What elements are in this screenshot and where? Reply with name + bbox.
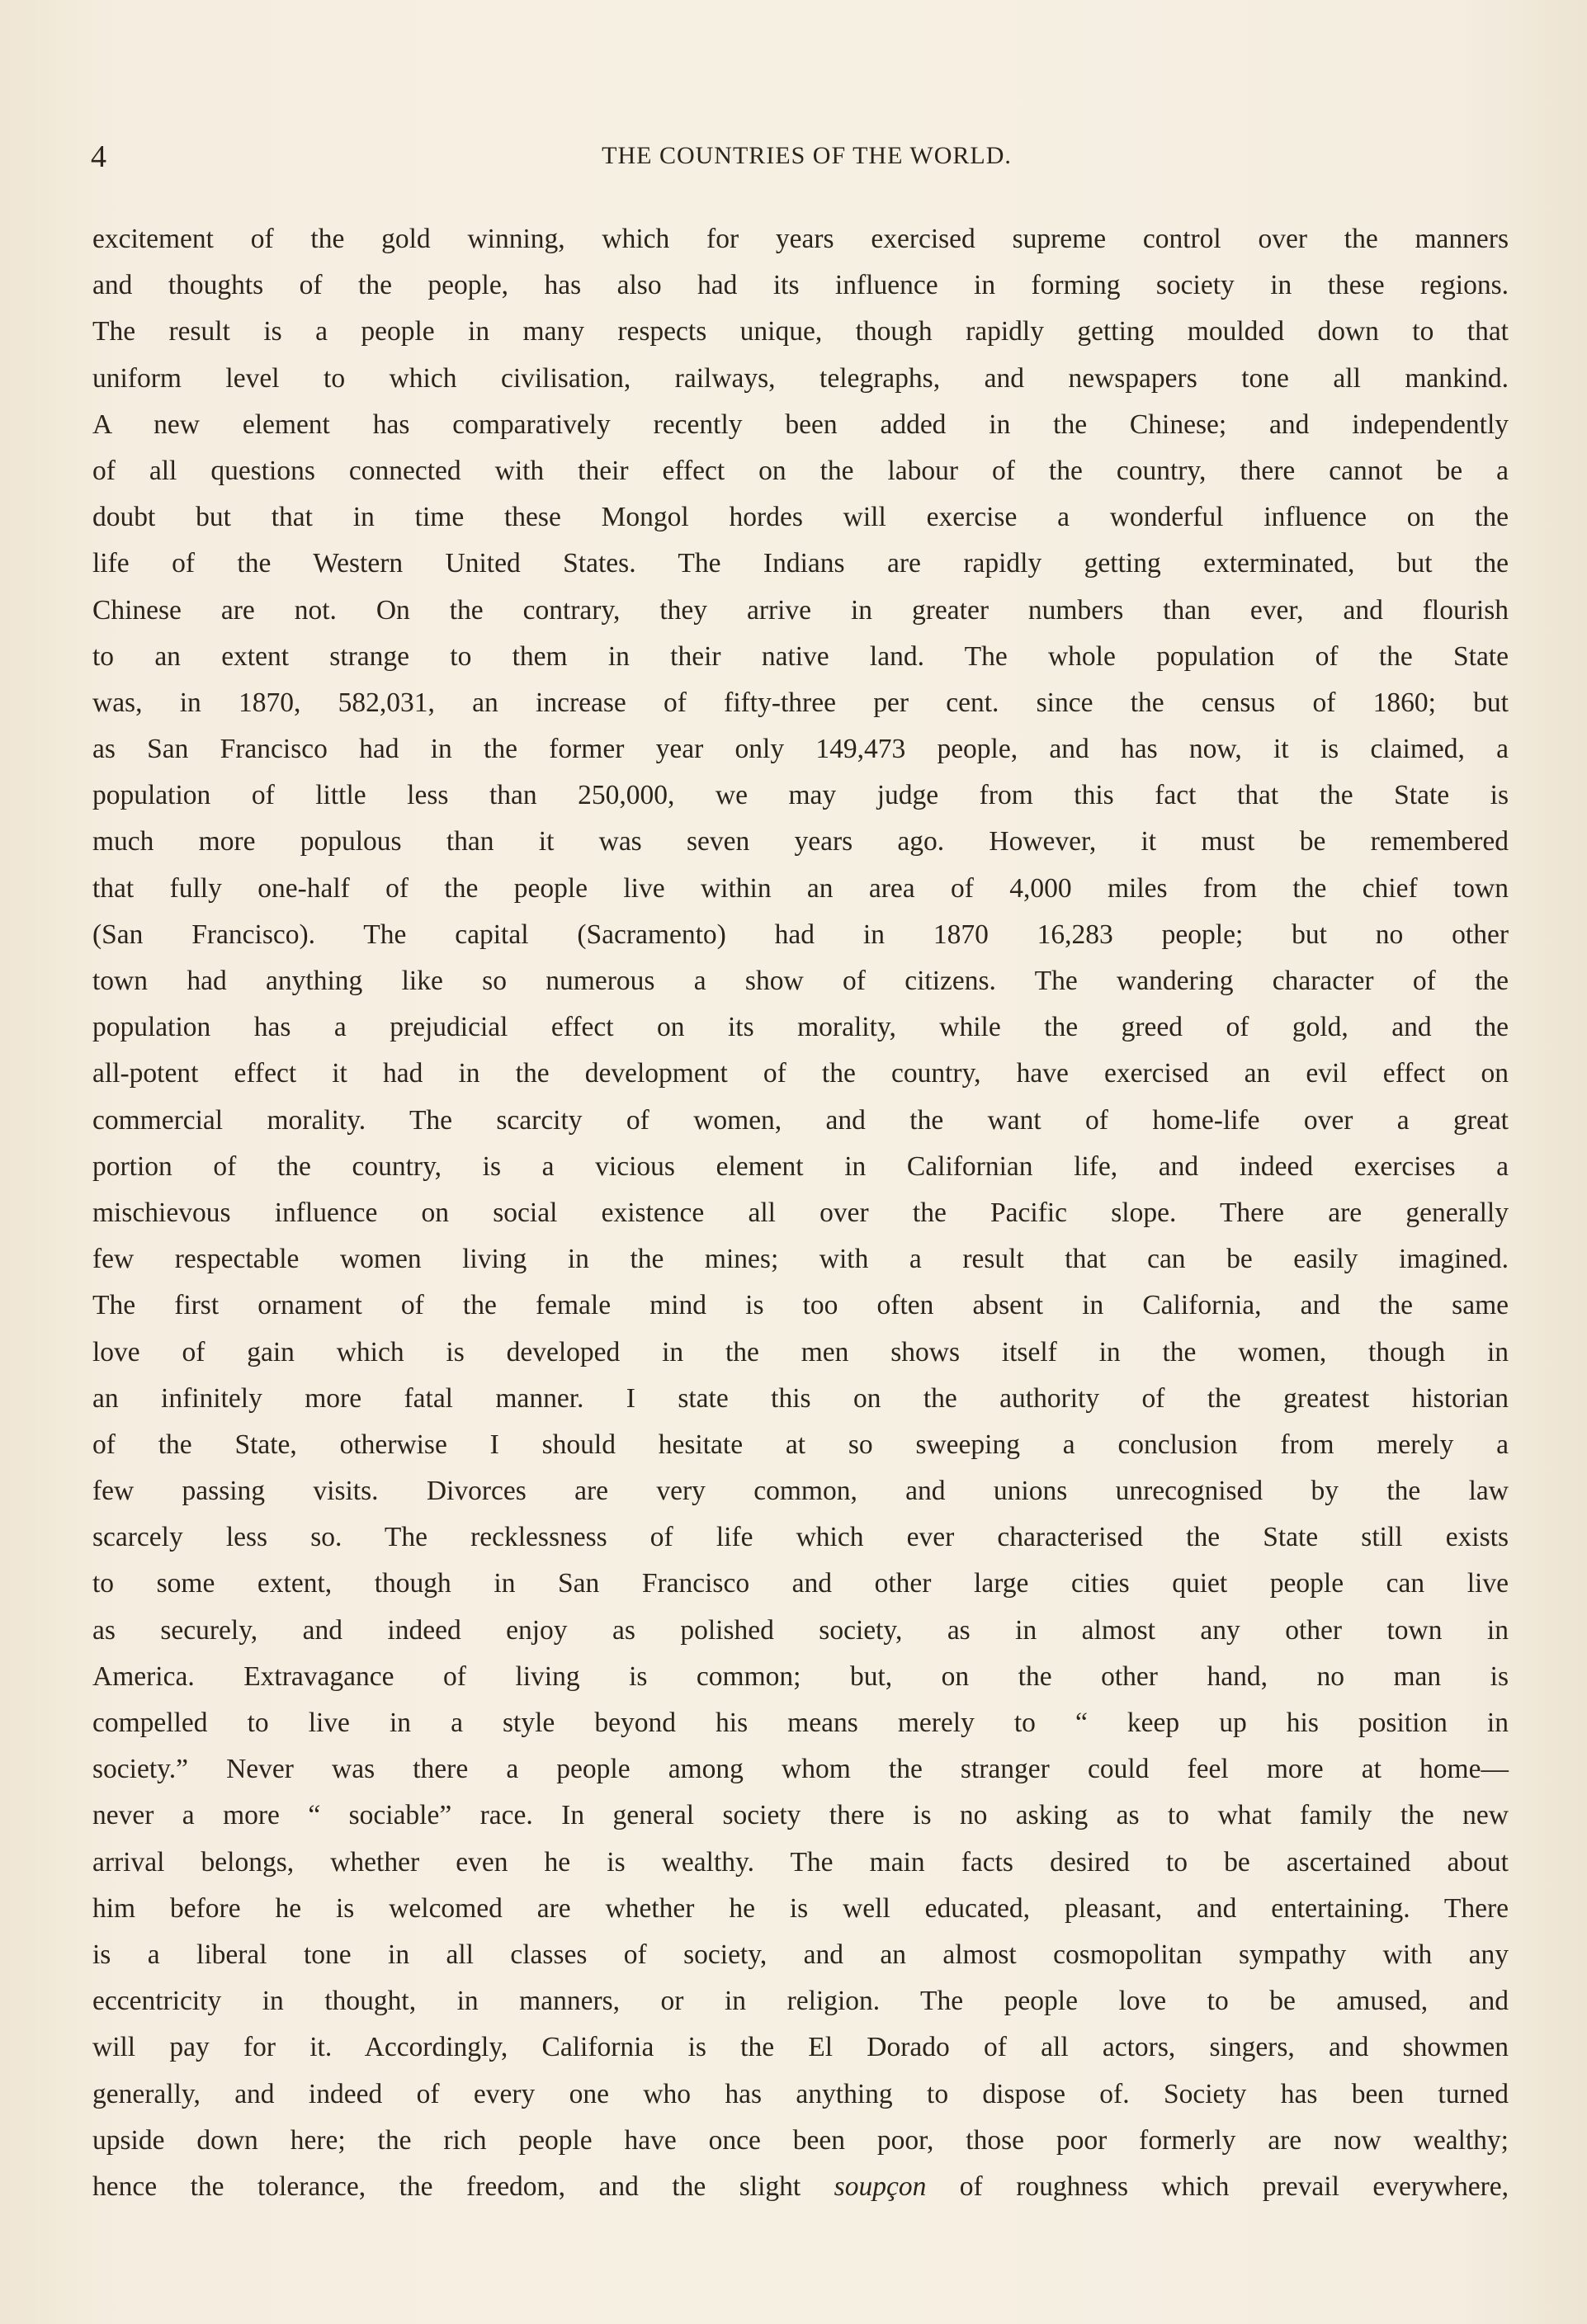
text-line: mischievous influence on social existence all over the Pacific slope. There are generally <box>92 1197 1509 1228</box>
text-line: few passing visits. Divorces are very common, and unions unrecognised by the law <box>92 1476 1509 1507</box>
text-line: population of little less than 250,000, we may judge from this fact that the State is <box>92 780 1509 811</box>
text-line: that fully one-half of the people live within an area of 4,000 miles from the chief town <box>92 872 1509 904</box>
text-line: was, in 1870, 582,031, an increase of fifty-three per cent. since the census of 1860; but <box>92 687 1509 718</box>
text-line: uniform level to which civilisation, railways, telegraphs, and newspapers tone all mankind. <box>92 362 1509 394</box>
text-line: to an extent strange to them in their native land. The whole population of the State <box>92 640 1509 672</box>
text-line: as San Francisco had in the former year only 149,473 people, and has now, it is claimed, a <box>92 734 1509 765</box>
running-title: THE COUNTRIES OF THE WORLD. <box>602 142 1012 169</box>
text-line: to some extent, though in San Francisco and other large cities quiet people can live <box>92 1568 1509 1599</box>
text-line: few respectable women living in the mines; with a result that can be easily imagined. <box>92 1244 1509 1275</box>
text-line: America. Extravagance of living is common; but, on the other hand, no man is <box>92 1660 1509 1692</box>
italic-word: soupçon <box>834 2170 927 2202</box>
text-line: life of the Western United States. The Indians are rapidly getting exterminated, but the <box>92 548 1509 579</box>
text-line: him before he is welcomed are whether he is well educated, pleasant, and entertaining. There <box>92 1892 1509 1924</box>
text-line: doubt but that in time these Mongol hordes will exercise a wonderful influence on the <box>92 502 1509 533</box>
text-line: much more populous than it was seven years ago. However, it must be remembered <box>92 826 1509 857</box>
page-number: 4 <box>91 139 107 174</box>
text-line: will pay for it. Accordingly, California is the El Dorado of all actors, singers, and showmen <box>92 2032 1509 2063</box>
last-line-after: of roughness which prevail everywhere, <box>926 2170 1509 2202</box>
text-line: is a liberal tone in all classes of society, and an almost cosmopolitan sympathy with any <box>92 1939 1509 1970</box>
text-line: of the State, otherwise I should hesitate at so sweeping a conclusion from merely a <box>92 1429 1509 1460</box>
text-line: Chinese are not. On the contrary, they arrive in greater numbers than ever, and flourish <box>92 594 1509 626</box>
text-line: population has a prejudicial effect on its morality, while the greed of gold, and the <box>92 1012 1509 1043</box>
text-line: and thoughts of the people, has also had its influence in forming society in these regions. <box>92 270 1509 301</box>
text-line: of all questions connected with their effect on the labour of the country, there cannot be a <box>92 455 1509 486</box>
text-line: arrival belongs, whether even he is wealthy. The main facts desired to be ascertained about <box>92 1846 1509 1878</box>
text-line-last <box>92 2164 1509 2210</box>
body-text <box>92 216 1509 2210</box>
last-line-before: hence the tolerance, the freedom, and the slight <box>92 2170 834 2202</box>
text-line: all-potent effect it had in the development of the country, have exercised an evil effect on <box>92 1058 1509 1089</box>
text-line: portion of the country, is a vicious element in Californian life, and indeed exercises a <box>92 1150 1509 1182</box>
text-line: compelled to live in a style beyond his means merely to “ keep up his position in <box>92 1708 1509 1738</box>
text-line: upside down here; the rich people have once been poor, those poor formerly are now wealthy; <box>92 2124 1509 2156</box>
text-line: (San Francisco). The capital (Sacramento) had in 1870 16,283 people; but no other <box>92 919 1509 950</box>
text-line: generally, and indeed of every one who has anything to dispose of. Society has been turned <box>92 2078 1509 2109</box>
text-line: The first ornament of the female mind is too often absent in California, and the same <box>92 1290 1509 1321</box>
text-line: A new element has comparatively recently been added in the Chinese; and independently <box>92 409 1509 440</box>
running-head <box>91 139 1523 175</box>
text-line: eccentricity in thought, in manners, or in religion. The people love to be amused, and <box>92 1986 1509 2017</box>
text-line: as securely, and indeed enjoy as polished society, as in almost any other town in <box>92 1614 1509 1646</box>
text-line: scarcely less so. The recklessness of life which ever characterised the State still exists <box>92 1522 1509 1553</box>
text-line: never a more “ sociable” race. In general society there is no asking as to what family the new <box>92 1800 1509 1831</box>
text-line: commercial morality. The scarcity of women, and the want of home-life over a great <box>92 1104 1509 1136</box>
text-line: an infinitely more fatal manner. I state this on the authority of the greatest historian <box>92 1382 1509 1414</box>
text-line: The result is a people in many respects unique, though rapidly getting moulded down to that <box>92 316 1509 347</box>
text-line: town had anything like so numerous a show of citizens. The wandering character of the <box>92 966 1509 996</box>
text-line: love of gain which is developed in the men shows itself in the women, though in <box>92 1336 1509 1367</box>
text-line: society.” Never was there a people among whom the stranger could feel more at home— <box>92 1754 1509 1785</box>
text-line: excitement of the gold winning, which for years exercised supreme control over the manners <box>92 224 1509 254</box>
